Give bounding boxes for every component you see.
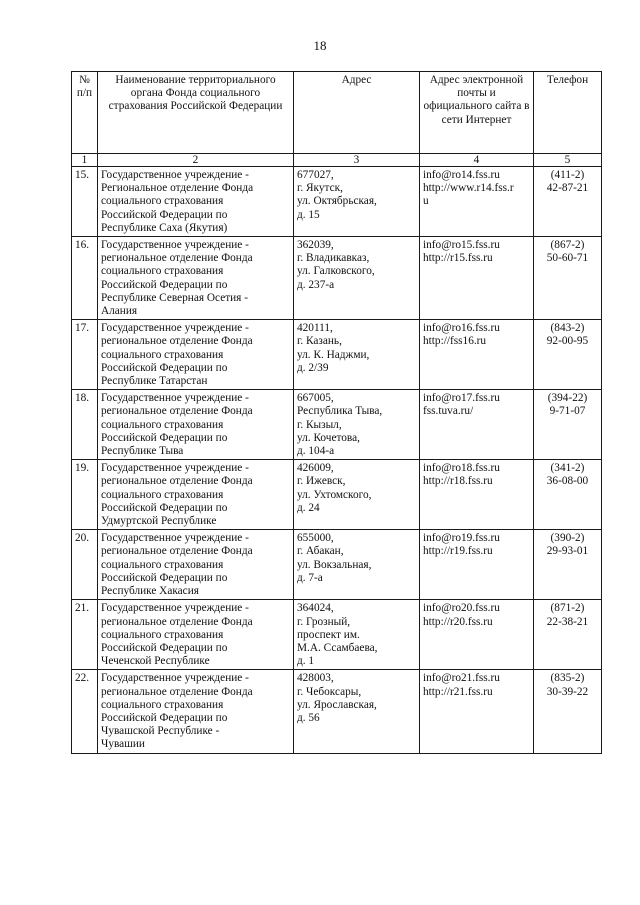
office-name	[98, 600, 294, 670]
office-address-line: г. Ижевск,	[297, 475, 346, 488]
column-index: 2	[98, 154, 294, 167]
table-row	[72, 237, 602, 320]
office-address-line: д. 56	[297, 711, 320, 724]
table-row	[72, 320, 602, 390]
office-name-line: Государственное учреждение -	[101, 672, 249, 685]
office-phone-line: (843-2)	[550, 322, 585, 335]
office-email-line: info@ro18.fss.ru	[423, 462, 500, 475]
office-email-line: http://r19.fss.ru	[423, 545, 493, 558]
office-email	[420, 167, 534, 237]
table-row	[72, 530, 602, 600]
row-number: 20.	[72, 530, 98, 600]
office-name-line: Государственное учреждение -	[101, 169, 249, 181]
office-email-line: http://fss16.ru	[423, 335, 487, 348]
office-name-line: Алания	[101, 305, 138, 318]
header-address: Адрес	[294, 72, 420, 154]
office-phone	[534, 530, 602, 600]
table-row	[72, 390, 602, 460]
row-number: 16.	[72, 237, 98, 320]
office-address-line: г. Владикавказ,	[297, 252, 370, 265]
row-number: 21.	[72, 600, 98, 670]
column-index-row	[72, 154, 602, 167]
table-row	[72, 670, 602, 753]
office-name-line: Государственное учреждение -	[101, 462, 249, 475]
office-name-line: Региональное отделение Фонда	[101, 182, 254, 195]
office-name	[98, 460, 294, 530]
office-email-line: info@ro20.fss.ru	[423, 602, 500, 615]
office-name	[98, 237, 294, 320]
office-address	[294, 237, 420, 320]
office-address	[294, 320, 420, 390]
office-email-line: http://r18.fss.ru	[423, 475, 493, 488]
column-index: 3	[294, 154, 420, 167]
office-name-line: Российской Федерации по	[101, 711, 228, 724]
office-phone	[534, 460, 602, 530]
office-name	[98, 167, 294, 237]
office-name-line: Чувашской Республике -	[101, 725, 220, 738]
row-number: 18.	[72, 390, 98, 460]
office-phone	[534, 237, 602, 320]
column-index: 1	[72, 154, 98, 167]
office-address-line: д. 104-а	[297, 445, 335, 458]
office-address	[294, 167, 420, 237]
table-header-row	[72, 72, 602, 154]
office-name-line: Российской Федерации по	[101, 501, 228, 514]
office-phone-line: (341-2)	[550, 462, 585, 475]
office-address	[294, 600, 420, 670]
office-name-line: Чеченской Республике	[101, 655, 210, 668]
office-address-line: 428003,	[297, 672, 334, 685]
office-address	[294, 460, 420, 530]
office-phone-line: (871-2)	[550, 602, 585, 615]
office-address-line: д. 237-а	[297, 278, 335, 291]
office-name	[98, 320, 294, 390]
office-name	[98, 530, 294, 600]
office-address-line: ул. Ярославская,	[297, 698, 377, 711]
office-phone-line: 29-93-01	[546, 545, 589, 558]
row-number: 17.	[72, 320, 98, 390]
office-email-line: info@ro21.fss.ru	[423, 672, 500, 685]
office-name-line: региональное отделение Фонда	[101, 252, 253, 265]
office-phone	[534, 670, 602, 753]
office-email	[420, 320, 534, 390]
office-email	[420, 390, 534, 460]
office-address-line: ул. Кочетова,	[297, 431, 360, 444]
office-phone-line: (411-2)	[550, 169, 585, 181]
table-row	[72, 167, 602, 237]
office-phone-line: 22-38-21	[546, 615, 589, 628]
row-number: 15.	[72, 167, 98, 237]
office-address-line: ул. Вокзальная,	[297, 558, 372, 571]
office-name-line: социального страхования	[101, 265, 224, 278]
office-phone-line: (835-2)	[550, 672, 585, 685]
office-name-line: Государственное учреждение -	[101, 392, 249, 405]
office-name-line: Удмуртской Республике	[101, 515, 217, 528]
office-address-line: ул. Галковского,	[297, 265, 375, 278]
office-phone	[534, 320, 602, 390]
office-name-line: Государственное учреждение -	[101, 532, 249, 545]
office-phone-line: 30-39-22	[546, 685, 589, 698]
office-address-line: д. 15	[297, 208, 320, 221]
office-email-line: http://www.r14.fss.r	[423, 182, 514, 195]
office-address	[294, 390, 420, 460]
office-email	[420, 670, 534, 753]
office-name-line: социального страхования	[101, 558, 224, 571]
office-email	[420, 530, 534, 600]
office-phone-line: 92-00-95	[546, 335, 589, 348]
office-phone-line: 9-71-07	[549, 405, 586, 418]
office-address-line: 426009,	[297, 462, 334, 475]
table-row	[72, 460, 602, 530]
office-name-line: социального страхования	[101, 195, 224, 208]
office-name-line: Республике Хакасия	[101, 585, 199, 598]
office-address-line: г. Якутск,	[297, 182, 343, 195]
office-email-line: http://r15.fss.ru	[423, 252, 493, 265]
office-email-line: http://r20.fss.ru	[423, 615, 493, 628]
office-phone-line: (390-2)	[550, 532, 585, 545]
office-email-line: fss.tuva.ru/	[423, 405, 474, 418]
office-address	[294, 530, 420, 600]
office-name	[98, 390, 294, 460]
office-name-line: региональное отделение Фонда	[101, 545, 253, 558]
office-address-line: ул. Ухтомского,	[297, 488, 372, 501]
office-name-line: региональное отделение Фонда	[101, 405, 253, 418]
header-phone: Телефон	[534, 72, 602, 154]
header-name: Наименование территориального органа Фонда социального страхования Российской Федерации	[98, 72, 294, 154]
office-address-line: г. Грозный,	[297, 615, 351, 628]
office-name-line: Российской Федерации по	[101, 208, 228, 221]
column-index: 5	[534, 154, 602, 167]
office-email-line: http://r21.fss.ru	[423, 685, 493, 698]
office-email-line: info@ro19.fss.ru	[423, 532, 500, 545]
fss-offices-table	[71, 71, 602, 754]
office-address-line: ул. Октябрьская,	[297, 195, 377, 208]
office-name-line: Республике Северная Осетия -	[101, 291, 248, 304]
office-address-line: д. 7-а	[297, 571, 323, 584]
office-phone-line: (394-22)	[547, 392, 588, 405]
office-name	[98, 670, 294, 753]
office-phone-line: (867-2)	[550, 239, 585, 252]
office-name-line: социального страхования	[101, 348, 224, 361]
office-address-line: д. 2/39	[297, 361, 329, 374]
office-name-line: социального страхования	[101, 418, 224, 431]
office-address-line: 655000,	[297, 532, 334, 545]
office-address-line: г. Абакан,	[297, 545, 344, 558]
office-email-line: info@ro17.fss.ru	[423, 392, 500, 405]
office-name-line: региональное отделение Фонда	[101, 685, 253, 698]
office-name-line: Государственное учреждение -	[101, 602, 249, 615]
office-address-line: 362039,	[297, 239, 334, 252]
office-address-line: 677027,	[297, 169, 334, 181]
office-name-line: Государственное учреждение -	[101, 322, 249, 335]
office-email	[420, 600, 534, 670]
row-number: 22.	[72, 670, 98, 753]
office-address-line: 667005,	[297, 392, 334, 405]
office-phone-line: 36-08-00	[546, 475, 589, 488]
office-phone	[534, 600, 602, 670]
office-name-line: региональное отделение Фонда	[101, 475, 253, 488]
office-name-line: Чувашии	[101, 738, 145, 751]
office-address-line: 364024,	[297, 602, 334, 615]
office-address-line: д. 24	[297, 501, 320, 514]
office-address-line: д. 1	[297, 655, 315, 668]
office-phone-line: 50-60-71	[546, 252, 589, 265]
office-address	[294, 670, 420, 753]
office-name-line: региональное отделение Фонда	[101, 615, 253, 628]
office-phone	[534, 390, 602, 460]
office-name-line: Российской Федерации по	[101, 431, 228, 444]
header-email: Адрес электронной почты и официального сайта в сети Интернет	[420, 72, 534, 154]
table-body	[72, 167, 602, 754]
office-name-line: Российской Федерации по	[101, 571, 228, 584]
table-row	[72, 600, 602, 670]
office-address-line: г. Казань,	[297, 335, 342, 348]
office-name-line: Российской Федерации по	[101, 361, 228, 374]
office-name-line: Государственное учреждение -	[101, 239, 249, 252]
office-email-line: u	[423, 195, 429, 208]
office-address-line: проспект им.	[297, 628, 360, 641]
office-name-line: Российской Федерации по	[101, 278, 228, 291]
office-name-line: Республике Татарстан	[101, 375, 208, 388]
office-address-line: г. Кызыл,	[297, 418, 342, 431]
office-name-line: региональное отделение Фонда	[101, 335, 253, 348]
office-address-line: М.А. Ссамбаева,	[297, 641, 378, 654]
office-name-line: Российской Федерации по	[101, 641, 228, 654]
office-address-line: Республика Тыва,	[297, 405, 383, 418]
column-index: 4	[420, 154, 534, 167]
office-name-line: социального страхования	[101, 698, 224, 711]
office-email-line: info@ro16.fss.ru	[423, 322, 500, 335]
office-name-line: социального страхования	[101, 488, 224, 501]
office-name-line: социального страхования	[101, 628, 224, 641]
office-email-line: info@ro14.fss.ru	[423, 169, 500, 181]
office-phone-line: 42-87-21	[546, 182, 589, 195]
office-email	[420, 460, 534, 530]
office-address-line: г. Чебоксары,	[297, 685, 362, 698]
office-address-line: 420111,	[297, 322, 333, 335]
office-address-line: ул. К. Наджми,	[297, 348, 370, 361]
office-name-line: Республике Тыва	[101, 445, 184, 458]
page-number: 18	[313, 38, 327, 53]
office-name-line: Республике Саха (Якутия)	[101, 221, 228, 234]
office-phone	[534, 167, 602, 237]
row-number: 19.	[72, 460, 98, 530]
header-num: № п/п	[72, 72, 98, 154]
office-email-line: info@ro15.fss.ru	[423, 239, 500, 252]
office-email	[420, 237, 534, 320]
